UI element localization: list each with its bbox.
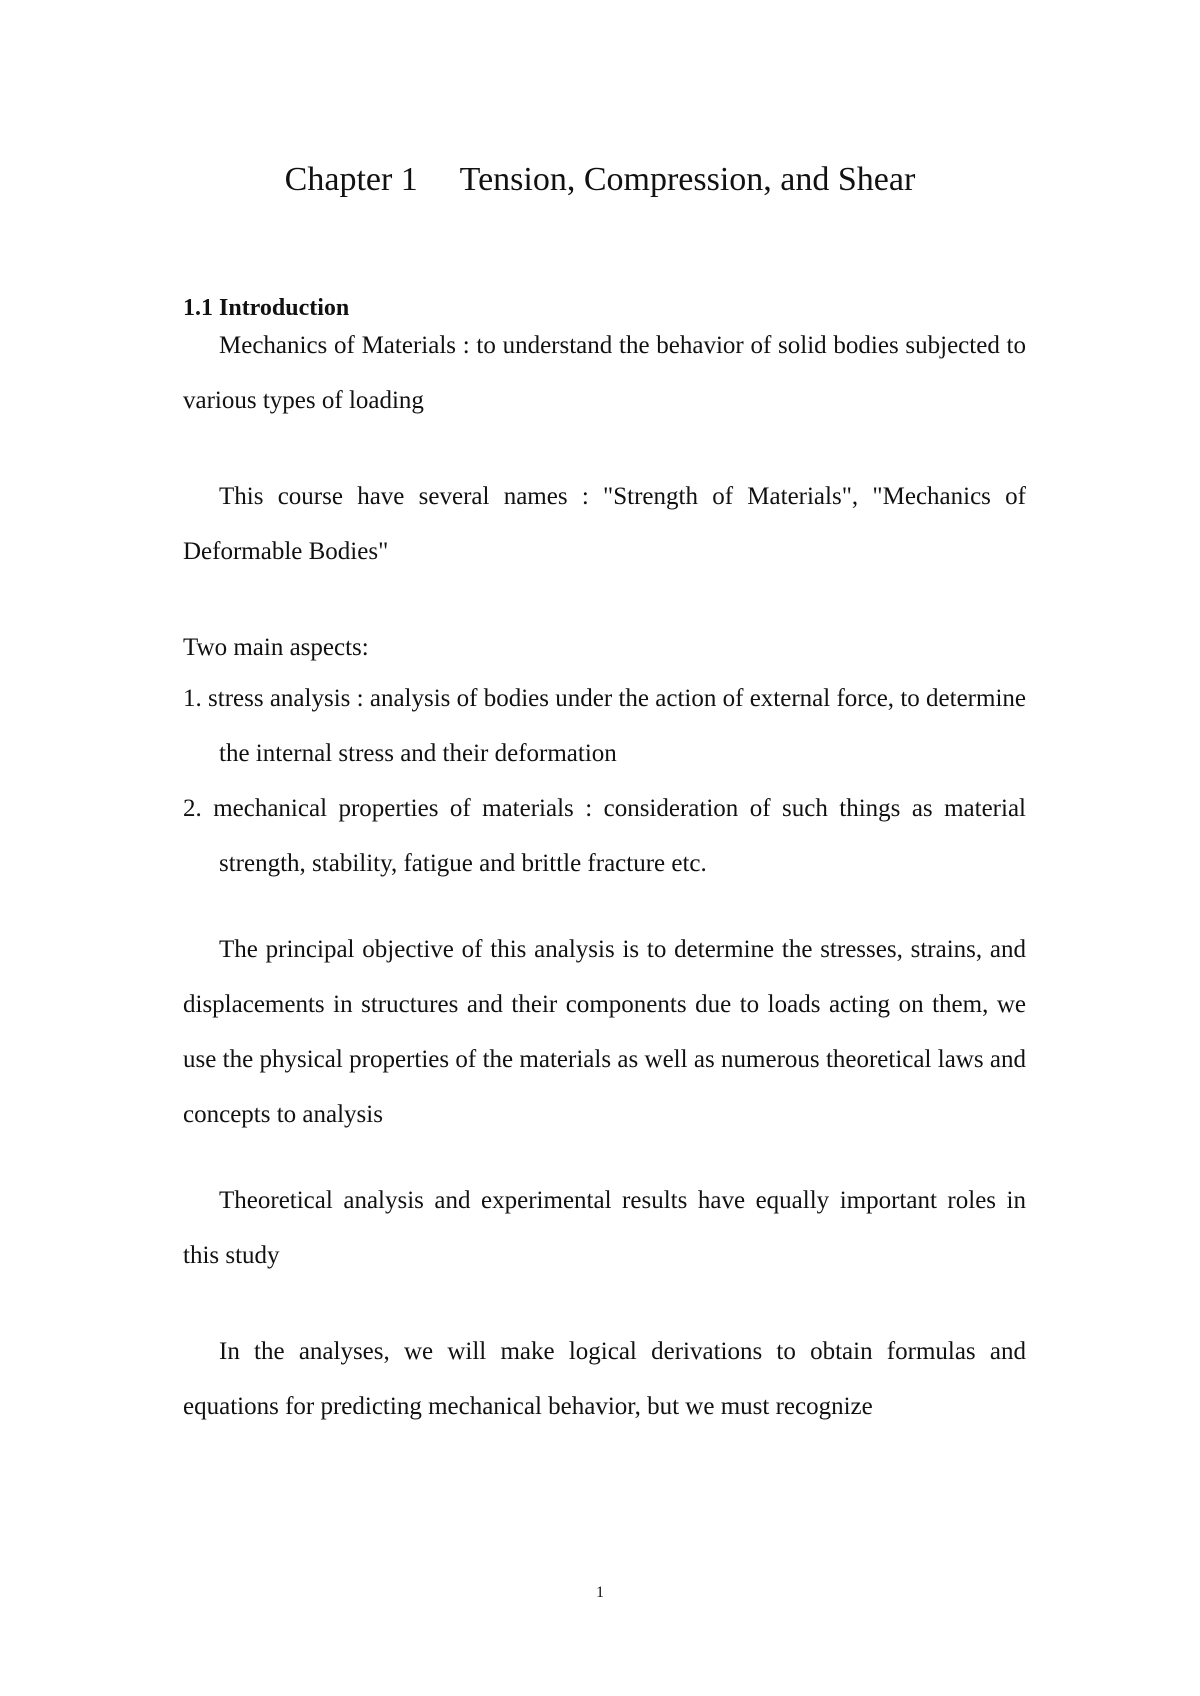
list-item-stress-analysis: 1. stress analysis : analysis of bodies under the action of external force, to determine the internal stress and their deformation: [183, 685, 1026, 767]
paragraph-principal-objective: The principal objective of this analysis is to determine the stresses, strains, and displacements in structures and their components due to loads acting on them, we use the physical properties of the materials as well as numerous theoretical laws and concepts to analysis: [183, 936, 1026, 1128]
paragraph-two-aspects: Two main aspects:: [183, 634, 369, 661]
chapter-title: Chapter 1 Tension, Compression, and Shear: [284, 161, 916, 198]
paragraph-logical-derivations: In the analyses, we will make logical derivations to obtain formulas and equations for predicting mechanical behavior, but we must recognize: [183, 1338, 1026, 1420]
aspects-list: [183, 671, 1026, 891]
paragraph-course-names: This course have several names : "Strength of Materials", "Mechanics of Deformable Bodies": [183, 483, 1026, 565]
list-item-mechanical-properties: 2. mechanical properties of materials : consideration of such things as material strength, stability, fatigue and brittle fracture etc.: [183, 795, 1026, 877]
paragraph-theoretical-experimental: Theoretical analysis and experimental results have equally important roles in this study: [183, 1187, 1026, 1269]
section-heading: 1.1 Introduction: [183, 295, 350, 321]
paragraph-mechanics-definition: Mechanics of Materials : to understand the behavior of solid bodies subjected to various types of loading: [183, 332, 1026, 414]
page-number: 1: [596, 1584, 604, 1601]
